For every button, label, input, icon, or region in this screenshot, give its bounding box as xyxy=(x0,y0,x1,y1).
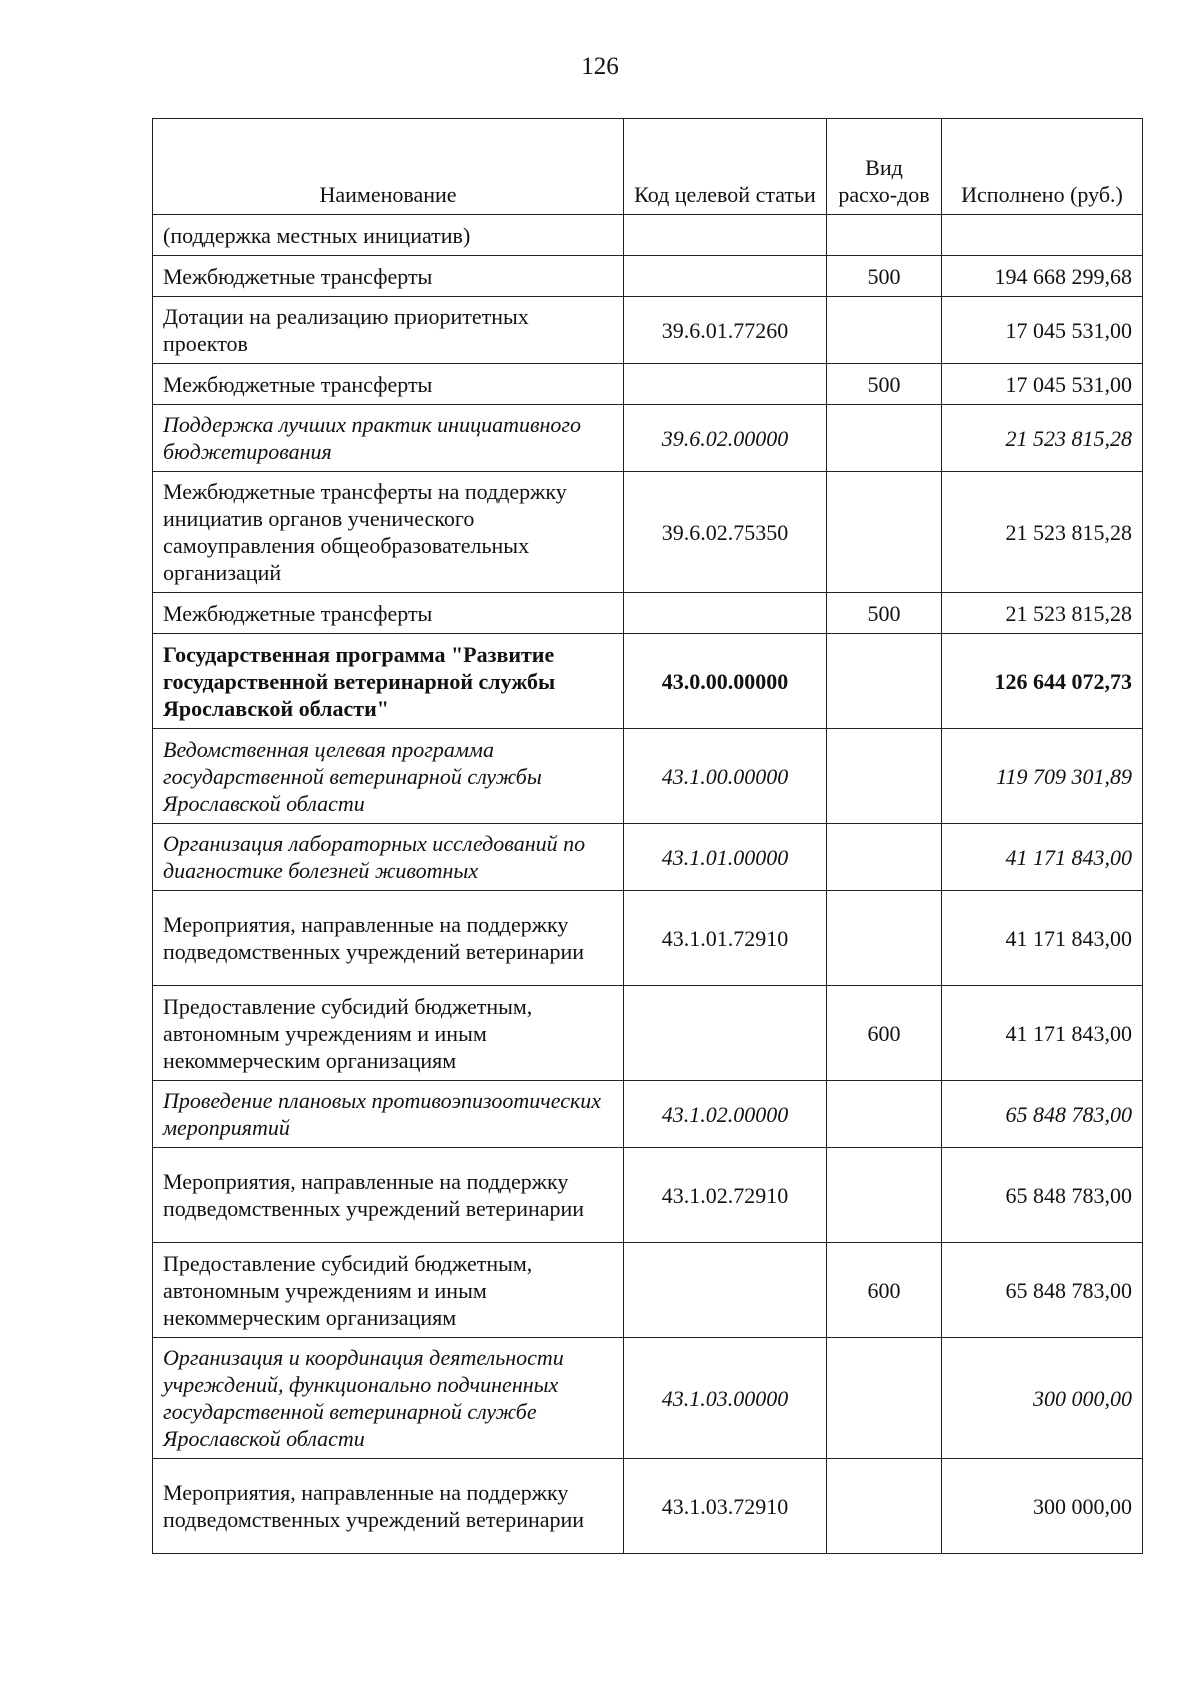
row-executed-amount-cell: 21 523 815,28 xyxy=(942,405,1143,472)
row-target-code-cell: 43.1.02.00000 xyxy=(624,1081,827,1148)
row-target-code-cell: 39.6.02.75350 xyxy=(624,472,827,593)
table-row xyxy=(153,1148,1143,1243)
row-expense-type-cell: 600 xyxy=(827,986,942,1081)
row-target-code-cell: 39.6.01.77260 xyxy=(624,297,827,364)
table-row xyxy=(153,215,1143,256)
expenditure-table xyxy=(152,118,1143,1554)
row-target-code-cell: 43.1.01.00000 xyxy=(624,824,827,891)
row-name-cell: Предоставление субсидий бюджетным, автономным учреждениям и иным некоммерческим организациям xyxy=(153,1243,624,1338)
row-name-cell: Мероприятия, направленные на поддержку подведомственных учреждений ветеринарии xyxy=(153,1148,624,1243)
row-expense-type-cell xyxy=(827,824,942,891)
row-expense-type-cell xyxy=(827,729,942,824)
table-row xyxy=(153,256,1143,297)
table-row xyxy=(153,891,1143,986)
table-row xyxy=(153,634,1143,729)
row-target-code-cell: 43.0.00.00000 xyxy=(624,634,827,729)
row-expense-type-cell xyxy=(827,891,942,986)
table-row xyxy=(153,593,1143,634)
row-name-cell: Межбюджетные трансферты на поддержку инициатив органов ученического самоуправления общеобразовательных организаций xyxy=(153,472,624,593)
row-target-code-cell xyxy=(624,256,827,297)
table-body xyxy=(153,215,1143,1554)
row-expense-type-cell: 500 xyxy=(827,256,942,297)
row-executed-amount-cell: 21 523 815,28 xyxy=(942,472,1143,593)
table-row xyxy=(153,1338,1143,1459)
table-row xyxy=(153,986,1143,1081)
row-name-cell: Организация лабораторных исследований по диагностике болезней животных xyxy=(153,824,624,891)
row-name-cell: Межбюджетные трансферты xyxy=(153,364,624,405)
row-name-cell: Организация и координация деятельности учреждений, функционально подчиненных государственной ветеринарной службе Ярославской области xyxy=(153,1338,624,1459)
row-executed-amount-cell: 41 171 843,00 xyxy=(942,891,1143,986)
row-name-cell: Проведение плановых противоэпизоотических мероприятий xyxy=(153,1081,624,1148)
row-executed-amount-cell: 194 668 299,68 xyxy=(942,256,1143,297)
row-target-code-cell: 43.1.03.72910 xyxy=(624,1459,827,1554)
row-name-cell: Поддержка лучших практик инициативного бюджетирования xyxy=(153,405,624,472)
row-executed-amount-cell: 65 848 783,00 xyxy=(942,1148,1143,1243)
table-row xyxy=(153,405,1143,472)
row-executed-amount-cell: 17 045 531,00 xyxy=(942,364,1143,405)
page-number: 126 xyxy=(581,53,619,80)
header-executed: Исполнено (руб.) xyxy=(942,119,1143,215)
row-executed-amount-cell: 119 709 301,89 xyxy=(942,729,1143,824)
row-expense-type-cell: 600 xyxy=(827,1243,942,1338)
table-row xyxy=(153,297,1143,364)
header-expense-type: Вид расхо-дов xyxy=(827,119,942,215)
header-name: Наименование xyxy=(153,119,624,215)
table-header xyxy=(153,119,1143,215)
row-expense-type-cell xyxy=(827,1148,942,1243)
table-row xyxy=(153,1081,1143,1148)
header-row xyxy=(153,119,1143,215)
table-row xyxy=(153,824,1143,891)
row-executed-amount-cell: 41 171 843,00 xyxy=(942,824,1143,891)
row-name-cell: Межбюджетные трансферты xyxy=(153,593,624,634)
table-row xyxy=(153,364,1143,405)
row-name-cell: Мероприятия, направленные на поддержку подведомственных учреждений ветеринарии xyxy=(153,891,624,986)
row-target-code-cell: 43.1.01.72910 xyxy=(624,891,827,986)
row-target-code-cell: 43.1.02.72910 xyxy=(624,1148,827,1243)
table-row xyxy=(153,472,1143,593)
row-expense-type-cell xyxy=(827,405,942,472)
row-target-code-cell xyxy=(624,593,827,634)
row-executed-amount-cell: 21 523 815,28 xyxy=(942,593,1143,634)
table-row xyxy=(153,1459,1143,1554)
row-expense-type-cell xyxy=(827,215,942,256)
row-name-cell: Мероприятия, направленные на поддержку подведомственных учреждений ветеринарии xyxy=(153,1459,624,1554)
row-expense-type-cell xyxy=(827,472,942,593)
row-target-code-cell: 43.1.03.00000 xyxy=(624,1338,827,1459)
row-target-code-cell xyxy=(624,364,827,405)
row-expense-type-cell xyxy=(827,1081,942,1148)
row-target-code-cell xyxy=(624,986,827,1081)
row-name-cell: Дотации на реализацию приоритетных проектов xyxy=(153,297,624,364)
table-row xyxy=(153,1243,1143,1338)
row-executed-amount-cell xyxy=(942,215,1143,256)
row-name-cell: (поддержка местных инициатив) xyxy=(153,215,624,256)
row-target-code-cell: 39.6.02.00000 xyxy=(624,405,827,472)
row-name-cell: Ведомственная целевая программа государственной ветеринарной службы Ярославской области xyxy=(153,729,624,824)
row-executed-amount-cell: 126 644 072,73 xyxy=(942,634,1143,729)
row-executed-amount-cell: 300 000,00 xyxy=(942,1338,1143,1459)
row-name-cell: Межбюджетные трансферты xyxy=(153,256,624,297)
row-executed-amount-cell: 65 848 783,00 xyxy=(942,1081,1143,1148)
row-executed-amount-cell: 65 848 783,00 xyxy=(942,1243,1143,1338)
row-name-cell: Предоставление субсидий бюджетным, автономным учреждениям и иным некоммерческим организациям xyxy=(153,986,624,1081)
row-executed-amount-cell: 41 171 843,00 xyxy=(942,986,1143,1081)
row-expense-type-cell: 500 xyxy=(827,593,942,634)
row-expense-type-cell: 500 xyxy=(827,364,942,405)
row-expense-type-cell xyxy=(827,1459,942,1554)
row-executed-amount-cell: 300 000,00 xyxy=(942,1459,1143,1554)
row-expense-type-cell xyxy=(827,297,942,364)
row-expense-type-cell xyxy=(827,634,942,729)
row-target-code-cell xyxy=(624,1243,827,1338)
header-target-code: Код целевой статьи xyxy=(624,119,827,215)
row-expense-type-cell xyxy=(827,1338,942,1459)
table-row xyxy=(153,729,1143,824)
row-name-cell: Государственная программа "Развитие государственной ветеринарной службы Ярославской области" xyxy=(153,634,624,729)
row-target-code-cell xyxy=(624,215,827,256)
row-executed-amount-cell: 17 045 531,00 xyxy=(942,297,1143,364)
row-target-code-cell: 43.1.00.00000 xyxy=(624,729,827,824)
